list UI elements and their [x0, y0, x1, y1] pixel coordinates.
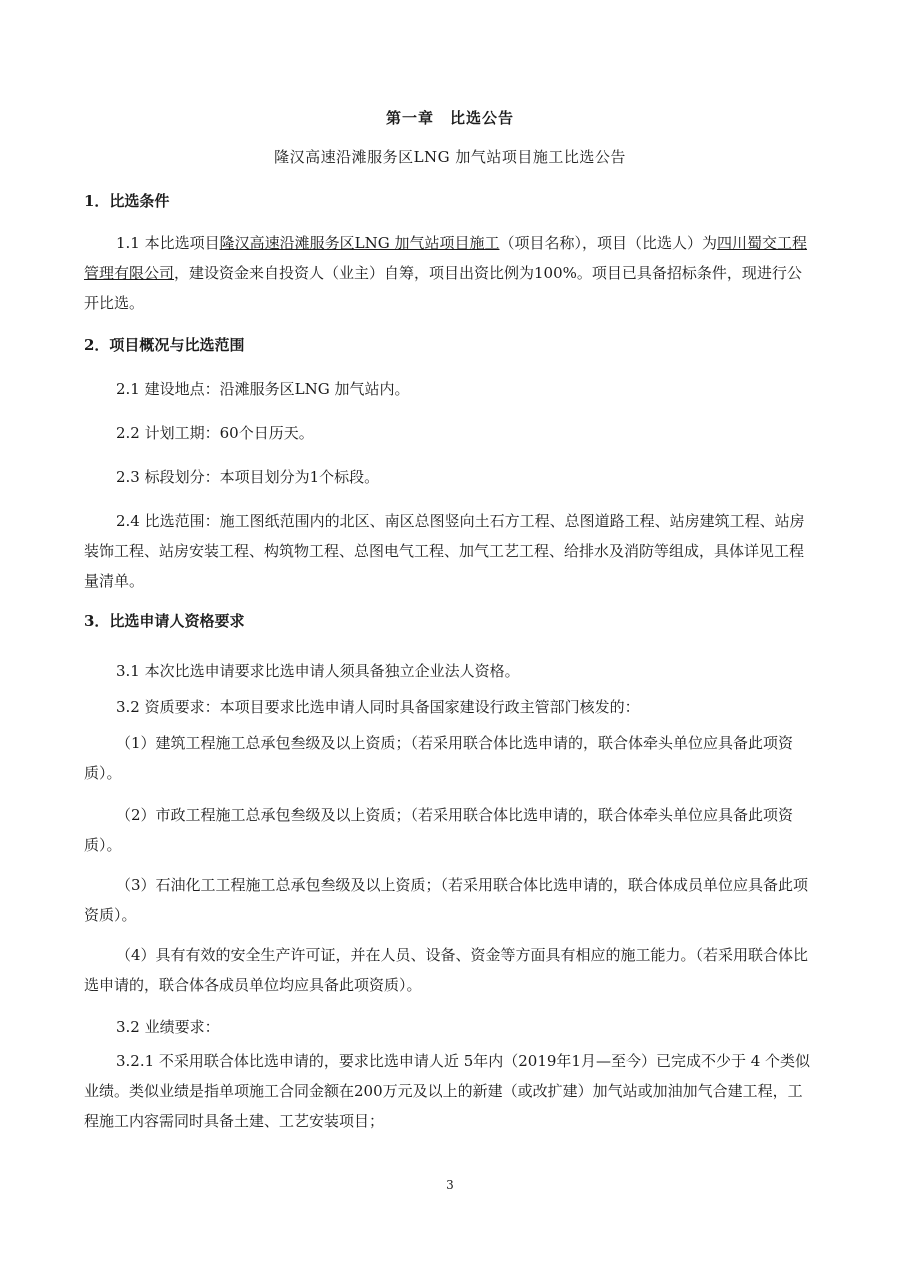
- project-name: 隆汉高速沿滩服务区LNG 加气站项目施工: [219, 234, 500, 252]
- clause-3-2-performance: 3.2 业绩要求：: [116, 1018, 220, 1036]
- qualification-1: （1）建筑工程施工总承包叁级及以上资质；（若采用联合体比选申请的，联合体牵头单位应具备此项资质）。: [84, 734, 794, 782]
- text-run: ，建设资金来自投资人（业主）自筹，项目出资比例为100%。项目已具备招标条件，现进行公开比选。: [84, 264, 802, 312]
- section-1-heading: 1．比选条件: [84, 192, 170, 210]
- document-title: 隆汉高速沿滩服务区LNG 加气站项目施工比选公告: [274, 148, 626, 166]
- qualification-4: （4）具有有效的安全生产许可证，并在人员、设备、资金等方面具有相应的施工能力。（若采用联合体比选申请的，联合体各成员单位均应具备此项资质）。: [84, 946, 809, 994]
- clause-2-3: 2.3 标段划分：本项目划分为1个标段。: [116, 468, 380, 486]
- section-1-paragraph: [84, 228, 816, 318]
- qualification-3: （3）石油化工工程施工总承包叁级及以上资质；（若采用联合体比选申请的，联合体成员单位应具备此项资质）。: [84, 876, 809, 924]
- text-run: （项目名称），项目（比选人）为: [499, 234, 717, 252]
- page-number: 3: [446, 1178, 454, 1192]
- section-2-heading: 2．项目概况与比选范围: [84, 336, 245, 354]
- clause-2-1: 2.1 建设地点：沿滩服务区LNG 加气站内。: [116, 380, 410, 398]
- clause-3-1: 3.1 本次比选申请要求比选申请人须具备独立企业法人资格。: [116, 662, 520, 680]
- section-3-heading: 3．比选申请人资格要求: [84, 612, 245, 630]
- clause-2-4: 2.4 比选范围：施工图纸范围内的北区、南区总图竖向土石方工程、总图道路工程、站房建筑工程、站房装饰工程、站房安装工程、构筑物工程、总图电气工程、加气工艺工程、给排水及消防等组成，具体详见工程量清单。: [84, 512, 805, 590]
- text-run: 1.1 本比选项目: [116, 234, 220, 252]
- clause-2-2: 2.2 计划工期：60个日历天。: [116, 424, 314, 442]
- qualification-2: （2）市政工程施工总承包叁级及以上资质；（若采用联合体比选申请的，联合体牵头单位应具备此项资质）。: [84, 806, 794, 854]
- chapter-title: 第一章 比选公告: [385, 109, 514, 127]
- clause-3-2-1: 3.2.1 不采用联合体比选申请的，要求比选申请人近 5年内（2019年1月—至今）已完成不少于 4 个类似业绩。类似业绩是指单项施工合同金额在200万元及以上的新建（或改扩建）加气站或加油加气合建工程，工程施工内容需同时具备土建、工艺安装项目；: [84, 1052, 811, 1130]
- clause-3-2: 3.2 资质要求：本项目要求比选申请人同时具备国家建设行政主管部门核发的：: [116, 698, 640, 716]
- company-name: 四川蜀交工程管理有限公司: [84, 234, 807, 282]
